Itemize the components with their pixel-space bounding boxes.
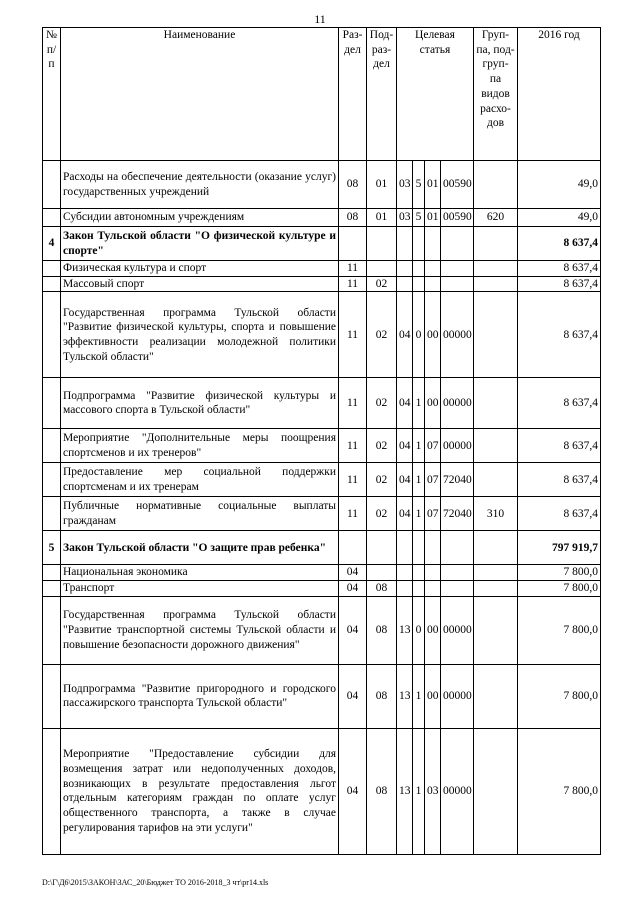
row-target-2: 0: [413, 292, 425, 378]
row-target-2: 5: [413, 161, 425, 209]
row-target-1: 04: [397, 292, 413, 378]
table-row: [43, 565, 601, 581]
row-sum: 8 637,4: [518, 227, 601, 261]
row-target-1: 03: [397, 209, 413, 227]
row-target-2: 1: [413, 429, 425, 463]
row-razdel: 11: [339, 497, 367, 531]
row-podrazdel: 02: [367, 292, 397, 378]
row-sum: 7 800,0: [518, 565, 601, 581]
row-target-2: 0: [413, 596, 425, 664]
row-podrazdel: 08: [367, 664, 397, 728]
row-sum: 8 637,4: [518, 378, 601, 429]
row-sum: 8 637,4: [518, 463, 601, 497]
table-row: [43, 664, 601, 728]
row-target-3: 00: [425, 292, 441, 378]
row-sum: 8 637,4: [518, 276, 601, 292]
page-number: 11: [314, 12, 326, 26]
table-row: [43, 261, 601, 277]
row-target-4: 00590: [441, 209, 474, 227]
row-target-2: 5: [413, 209, 425, 227]
row-target-3: 03: [425, 728, 441, 854]
row-target-3: 00: [425, 596, 441, 664]
row-sum: 7 800,0: [518, 664, 601, 728]
row-num: 5: [43, 531, 61, 565]
row-sum: 8 637,4: [518, 429, 601, 463]
table-row: [43, 596, 601, 664]
row-target-3: 01: [425, 209, 441, 227]
header-group: Груп- па, под- груп- па видов расхо- дов: [474, 28, 518, 161]
table-row: [43, 292, 601, 378]
row-vr: [474, 161, 518, 209]
header-year: 2016 год: [518, 28, 601, 161]
row-razdel: 04: [339, 596, 367, 664]
budget-table: [42, 27, 601, 855]
row-sum: 8 637,4: [518, 497, 601, 531]
row-target-1: 13: [397, 596, 413, 664]
row-name: Транспорт: [61, 581, 339, 597]
row-target-3: 00: [425, 664, 441, 728]
row-target-4: 72040: [441, 463, 474, 497]
row-name: Расходы на обеспечение деятельности (оказание услуг) государственных учреждений: [61, 161, 339, 209]
row-podrazdel: 01: [367, 161, 397, 209]
row-name: Государственная программа Тульской области "Развитие транспортной системы Тульской области и повышение безопасности дорожного движения": [61, 596, 339, 664]
row-razdel: 04: [339, 728, 367, 854]
row-name: Массовый спорт: [61, 276, 339, 292]
row-target-1: 13: [397, 664, 413, 728]
row-razdel: 11: [339, 261, 367, 277]
row-razdel: 11: [339, 276, 367, 292]
row-target-4: 00000: [441, 429, 474, 463]
row-vr: 310: [474, 497, 518, 531]
row-name: Подпрограмма "Развитие физической культуры и массового спорта в Тульской области": [61, 378, 339, 429]
file-path-footer: D:\Г\Д6\2015\ЗАКОН\ЗАС_20\Бюджет ТО 2016-2018_3 чт\pr14.xls: [42, 878, 269, 887]
row-target-2: 1: [413, 728, 425, 854]
row-target-4: 72040: [441, 497, 474, 531]
table-row: [43, 161, 601, 209]
row-name: Физическая культура и спорт: [61, 261, 339, 277]
row-sum: 7 800,0: [518, 581, 601, 597]
row-name: Национальная экономика: [61, 565, 339, 581]
row-target-3: 07: [425, 497, 441, 531]
row-sum: 7 800,0: [518, 728, 601, 854]
row-podrazdel: 02: [367, 463, 397, 497]
row-target-2: 1: [413, 378, 425, 429]
row-name: Государственная программа Тульской области "Развитие физической культуры, спорта и повышение эффективности реализации молодежной политики Тульской области": [61, 292, 339, 378]
row-target-1: 04: [397, 463, 413, 497]
row-target-3: 07: [425, 463, 441, 497]
header-row: [43, 28, 601, 161]
row-podrazdel: 01: [367, 209, 397, 227]
row-podrazdel: 02: [367, 497, 397, 531]
table-row: [43, 728, 601, 854]
table-row: [43, 497, 601, 531]
row-name: Закон Тульской области "О защите прав ребенка": [61, 531, 339, 565]
row-target-3: 01: [425, 161, 441, 209]
row-target-1: 04: [397, 497, 413, 531]
row-target-4: 00590: [441, 161, 474, 209]
row-name: Подпрограмма "Развитие пригородного и городского пассажирского транспорта Тульской области": [61, 664, 339, 728]
table-row: [43, 276, 601, 292]
row-razdel: 11: [339, 463, 367, 497]
row-razdel: 11: [339, 378, 367, 429]
row-podrazdel: 08: [367, 728, 397, 854]
row-name: Мероприятие "Дополнительные меры поощрения спортсменов и их тренеров": [61, 429, 339, 463]
table-row: [43, 378, 601, 429]
row-name: Публичные нормативные социальные выплаты гражданам: [61, 497, 339, 531]
header-razdel: Раз- дел: [339, 28, 367, 161]
table-row: [43, 463, 601, 497]
row-sum: 797 919,7: [518, 531, 601, 565]
table-row: [43, 581, 601, 597]
row-target-4: 00000: [441, 596, 474, 664]
row-sum: 8 637,4: [518, 261, 601, 277]
row-target-4: 00000: [441, 292, 474, 378]
row-podrazdel: 02: [367, 429, 397, 463]
row-name: Субсидии автономным учреждениям: [61, 209, 339, 227]
row-target-3: 07: [425, 429, 441, 463]
row-target-1: 04: [397, 429, 413, 463]
row-target-2: 1: [413, 463, 425, 497]
row-target-1: 13: [397, 728, 413, 854]
row-podrazdel: 08: [367, 581, 397, 597]
row-vr: 620: [474, 209, 518, 227]
row-podrazdel: 08: [367, 596, 397, 664]
table-row: [43, 209, 601, 227]
table-row-law: [43, 531, 601, 565]
row-name: Мероприятие "Предоставление субсидии для возмещения затрат или недополученных доходов, возникающих в результате предоставления льгот отдельным категориям граждан по оплате услуг общественного транспорта, а также в случае регулирования тарифов на эти услуги": [61, 728, 339, 854]
row-target-1: 04: [397, 378, 413, 429]
row-sum: 8 637,4: [518, 292, 601, 378]
row-razdel: 04: [339, 581, 367, 597]
table-row-law: [43, 227, 601, 261]
row-razdel: 08: [339, 209, 367, 227]
row-razdel: 04: [339, 565, 367, 581]
row-sum: 7 800,0: [518, 596, 601, 664]
row-target-4: 00000: [441, 378, 474, 429]
row-target-4: 00000: [441, 664, 474, 728]
header-podrazdel: Под- раз- дел: [367, 28, 397, 161]
row-name: Предоставление мер социальной поддержки спортсменам и их тренерам: [61, 463, 339, 497]
row-target-2: 1: [413, 664, 425, 728]
row-razdel: 11: [339, 429, 367, 463]
row-name: Закон Тульской области "О физической культуре и спорте": [61, 227, 339, 261]
header-name: Наименование: [61, 28, 339, 161]
row-sum: 49,0: [518, 161, 601, 209]
table-row: [43, 429, 601, 463]
header-num: № п/ п: [43, 28, 61, 161]
row-razdel: 11: [339, 292, 367, 378]
row-target-3: 00: [425, 378, 441, 429]
row-razdel: 04: [339, 664, 367, 728]
row-target-4: 00000: [441, 728, 474, 854]
row-sum: 49,0: [518, 209, 601, 227]
row-podrazdel: 02: [367, 378, 397, 429]
row-podrazdel: 02: [367, 276, 397, 292]
row-razdel: 08: [339, 161, 367, 209]
row-target-1: 03: [397, 161, 413, 209]
header-target: Целевая статья: [397, 28, 474, 161]
row-num: 4: [43, 227, 61, 261]
row-target-2: 1: [413, 497, 425, 531]
